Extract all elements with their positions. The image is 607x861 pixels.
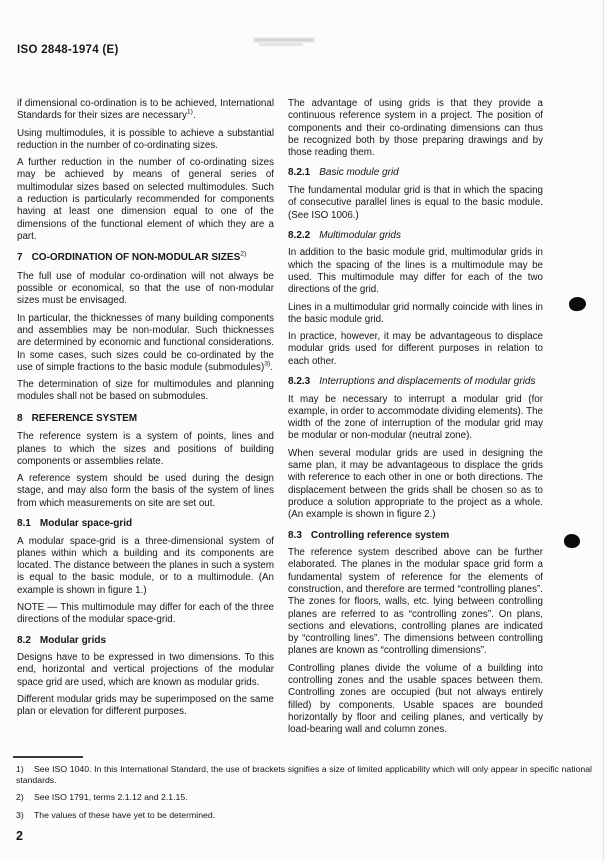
paragraph: The reference system described above can be further elaborated. The planes in the modular space grid form a fundamental system of reference for the elements of construction, and therefore are termed “controlling planes”. The zones for floors, walls, etc. lying between controlling planes are referred to as “controlling zones”. On plans, sections and elevations, controlling planes are indicated by “controlling lines”. The dimensions between controlling planes are known as “controlling dimensions”. — [288, 547, 543, 657]
note-text: NOTE — This multimodule may differ for each of the three directions of the modular space-grid. — [17, 602, 274, 626]
paragraph: When several modular grids are used in designing the same plan, it may be advantageous to displace the grids with reference to each other in one or both directions. The displacement between the grids shall be chosen so as to produce a solution appropriate to the project as a whole. (An example is shown in figure 2.) — [288, 447, 543, 521]
paragraph: Designs have to be expressed in two dimensions. To this end, horizontal and vertical projections of the modular space grid are used, which are known as modular grids. — [17, 652, 274, 688]
binder-mark-dot — [568, 296, 587, 312]
section-heading-8-2-3: 8.2.3 Interruptions and displacements of modular grids — [288, 376, 536, 388]
footnote-separator-rule — [13, 756, 83, 758]
footnote-ref-2: 2) — [240, 250, 247, 258]
paragraph: Controlling planes divide the volume of a building into controlling zones and the usable spaces between them. Controlling zones are occupied (but not always entirely filled) by components. Usable spaces are bounded horizontally by floor and ceiling planes, and vertically by load-bearing wall and column zones. — [288, 662, 543, 736]
footnote-2: 2) See ISO 1791, terms 2.1.12 and 2.1.15. — [16, 792, 188, 803]
paragraph: It may be necessary to interrupt a modular grid (for example, in order to accommodate dividing elements). The width of the zone of interruption of the modular grid may be modular or non-modular (neutral zone). — [288, 393, 543, 442]
paragraph: if dimensional co-ordination is to be achieved, International Standards for their sizes are necessary$^{1)}$. — [17, 98, 274, 122]
paragraph: Lines in a multimodular grid normally coincide with lines in the basic module grid. — [288, 301, 543, 325]
right-column — [288, 98, 543, 741]
paragraph: In particular, the thicknesses of many building components and assemblies may be non-modular. Such thicknesses are determined by economic and functional considerations. In some cases, such sizes could be co-ordinated by the use of simple fractions to the basic module (submodules)$^{3)}$. — [17, 312, 274, 373]
paragraph: The full use of modular co-ordination will not always be possible or economical, so that the use of non-modular sizes must be envisaged. — [17, 270, 274, 307]
footnote-ref-1: 1) — [186, 109, 193, 117]
paragraph: A modular space-grid is a three-dimensional system of planes within which a building and its components are located. The distance between the planes in such a system is equal to the basic module, or to a multimodule. (An example is shown in figure 1.) — [17, 535, 274, 596]
paragraph: Using multimodules, it is possible to achieve a substantial reduction in the number of co-ordinating sizes. — [17, 127, 274, 151]
scan-smudge-artifact — [259, 43, 303, 46]
section-heading-8: 8 REFERENCE SYSTEM — [17, 412, 138, 424]
document-reference-header: ISO 2848-1974 (E) — [17, 44, 119, 56]
left-column — [17, 98, 274, 724]
footnote-3: 3) The values of these have yet to be determined. — [16, 809, 216, 820]
binder-mark-dot — [564, 534, 580, 548]
scan-smudge-artifact — [254, 38, 314, 42]
paragraph: The advantage of using grids is that they provide a continuous reference system in a project. The position of components and their co-ordinating dimensions can thus be recognized both by those preparing drawings and by those reading them. — [288, 98, 543, 159]
paragraph: The reference system is a system of points, lines and planes to which the sizes and positions of building components or assemblies relate. — [17, 431, 274, 467]
footnotes-block — [16, 764, 592, 827]
section-heading-8-2-1: 8.2.1 Basic module grid — [288, 167, 399, 179]
paragraph: Different modular grids may be superimposed on the same plan or elevation for different purposes. — [17, 693, 274, 718]
section-heading-8-2: 8.2 Modular grids — [17, 634, 107, 646]
paragraph: The determination of size for multimodules and planning modules shall not be based on submodules. — [17, 379, 274, 403]
footnote-ref-3: 3) — [264, 360, 271, 368]
section-heading-8-2-2: 8.2.2 Multimodular grids — [288, 229, 401, 241]
paragraph: In practice, however, it may be advantageous to displace modular grids used for different purposes in relation to each other. — [288, 331, 543, 367]
section-heading-8-3: 8.3 Controlling reference system — [288, 529, 450, 541]
footnote-1: 1) See ISO 1040. In this International Standard, the use of brackets signifies a size of limited applicability which will only appear in specific national standards. — [16, 764, 592, 786]
section-heading-8-1: 8.1 Modular space-grid — [17, 518, 133, 530]
page-number: 2 — [16, 829, 23, 843]
scanned-page-edge — [603, 0, 604, 861]
paragraph: A reference system should be used during the design stage, and may also form the basis of the system of lines from which measurements on site are set out. — [17, 473, 274, 509]
section-heading-7: 7 CO-ORDINATION OF NON-MODULAR SIZES$^{2)}$ — [17, 250, 247, 264]
paragraph: A further reduction in the number of co-ordinating sizes may be achieved by means of general series of multimodular sizes based on selected multimodules. Such a reduction is particularly recommended for components having at least one dimension equal to one of the dimensions of the functional element of which they are a part. — [17, 157, 274, 242]
paragraph: The fundamental modular grid is that in which the spacing of consecutive parallel lines is equal to the basic module. (See ISO 1006.) — [288, 184, 543, 221]
paragraph: In addition to the basic module grid, multimodular grids in which the spacing of the lines is a multimodule may be used. This multimodule may differ for each of the two directions of the grid. — [288, 247, 543, 296]
